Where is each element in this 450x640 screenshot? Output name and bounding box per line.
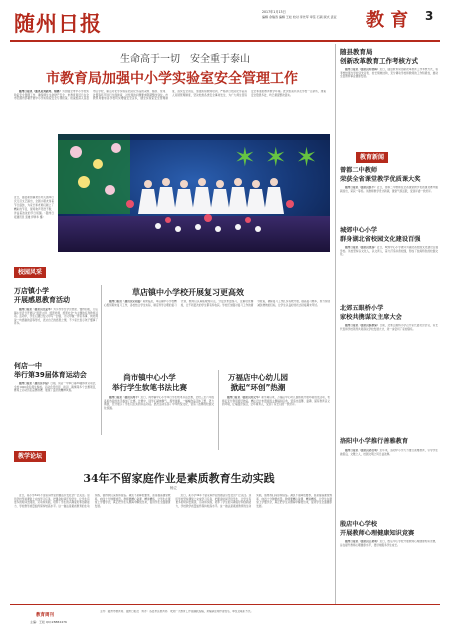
r5-title: 洛阳中小学推行善雅教育 <box>340 438 409 445</box>
essay-body <box>14 494 332 599</box>
r3-title: 城郊中心小学 群身湖北省校园文化建设百强 <box>340 227 421 243</box>
r4-text: 日前，北郊五眼桥小学召开家长委员会会议，家长代表和学校领导共同商议学校发展大计，进一步密切了家校联系。 <box>340 324 438 331</box>
a4-text: 近日，尚市镇中心小学举行学生软笔书法比赛，全校三至六年级各班选派的选手参加了比赛。比赛中，同学们凝神静气，挥毫泼墨，一幅幅作品字体工整、笔力遒劲，充分展示了学生们扎实的书法功底。此次活动弘扬了中华传统文化，营造了浓厚的校园文化氛围。 <box>104 396 214 410</box>
a2-body <box>14 382 98 440</box>
a1-title: 万店镇小学 开展感恩教育活动 <box>14 287 70 304</box>
a3-text: 期末临近，草店镇中小学校精心组织期末复习工作，各校结合学生实际，制定科学合理的复习计划，教师们认真梳理知识点，分层次布置练习，注重培优辅差，让不同层次的学生都有所收获。学校还加强对复习工作的督导检查，确保复习工作扎实有效开展，提高复习效率，努力实现减负增效的目标，让学生以良好的状态迎接期末考试。 <box>104 300 330 307</box>
r6-title: 殷店中心学校 开展教师心理健康知识竞赛 <box>340 521 415 537</box>
r5-text: 近年来，洛阳中小学大力推行善雅教育，引导学生做善良、文雅之人，校园文明之风日益浓厚。 <box>340 449 438 456</box>
r1-body <box>340 68 438 126</box>
a5-text: 新学期以来，万福店中心幼儿园积极开展环境创设活动，老师们充分利用废旧物品，精心设计布置班级主题墙和区角，营造出温馨、童趣、富有教育意义的环境，让墙面会说话，让环境育人，受到了家长们的一致好评。 <box>222 396 330 407</box>
a4-body <box>104 396 214 448</box>
lead-byline: 随州日报讯（通讯员刘新玲、胡晓） <box>19 90 63 93</box>
a2-text: 日前，何店一中举行第39届体育运动会，全校1000余名师生参加。运动会设田径、拔河、跳绳等多个比赛项目，赛场上运动员们奋勇拼搏，展现了良好的精神风貌。 <box>14 382 98 393</box>
r1-title: 随县教育局 创新改革教育工作考核方式 <box>340 48 418 65</box>
a5-title: 万福店中心幼儿园 掀起“环创”热潮 <box>228 373 288 392</box>
r2-byline: 随州日报讯（通讯员蔡平） <box>345 186 377 189</box>
newspaper-logo: 随州日报 <box>14 11 102 36</box>
lead-body <box>14 90 326 130</box>
footer-notice <box>100 610 438 636</box>
column-divider-2 <box>218 370 219 450</box>
r3-text: 近日，城郊中心小学被评为湖北省校园文化建设百强学校。该校坚持以文化人，以文育人，着力打造书香校园，形成了独具特色的校园文化。 <box>340 246 438 257</box>
r3-body <box>340 246 438 300</box>
editor-credits: 编辑 余瑞涛 编辑 王松 校对 李先军 审签 石颖 版式 袁亚 <box>262 15 337 19</box>
main-right-divider <box>335 44 336 604</box>
page-number: 3 <box>425 9 434 23</box>
footer-text: 主办：随州市教育局、随州日报社 协办：各县市区教育局 欢迎广大教育工作者踊跃投稿，来稿请注明作者姓名、单位及联系方式。 <box>100 610 254 613</box>
a5-byline: 随州日报讯（通讯员刘文华） <box>227 396 262 399</box>
footer-rule <box>10 604 440 605</box>
lead-text: 为加强全市中小学校实验室安全管理工作，确保师生生命财产安全，市教育局近日在全市范围内部署开展中小学实验室安全专项检查。检查组深入各县市区学校，重点对化学实验室危险化学品的采购、储存、使用、处置等环节进行全面排查，对发现的问题要求限期整改到位。市教育局要求各学校切实增强安全意识，健全实验室安全管理制度，落实安全责任，加强实验教师培训，严格执行危险化学品双人双锁管理制度，坚决杜绝各类安全事故发生，为广大师生营造安全和谐的教育教学环境。此次检查共涉及学校一百余所，排查安全隐患多处，均已督促整改落实。 <box>14 90 326 101</box>
footer-contact: 主编：王松 QQ:28882476 <box>30 620 67 624</box>
masthead <box>0 0 450 42</box>
r2-text: 近日，曾都二中教师在全省课堂教学优质课竞赛中脱颖而出，荣获一等奖。该教师教学设计新颖，课堂气氛活跃，受到评委一致好评。 <box>340 186 438 193</box>
a3-body <box>104 300 330 354</box>
footer-brand: 教育周刊 <box>36 613 54 618</box>
news-section-tag: 教育新闻 <box>356 152 388 163</box>
a3-title: 草店镇中小学校开展复习更高效 <box>132 288 244 297</box>
a3-byline: 随州日报讯（通讯员宋祖霞） <box>109 300 143 303</box>
masthead-rule <box>10 40 440 42</box>
a1-text: 为引导学生学会感恩、懂得回报，万店镇小学近日开展以“感恩父母、感恩老师、感恩社会”为主题的系列教育活动。活动中，学生们通过给父母写一封信、为父母做一件家务事、向老师说一句感谢的话等形式，表达自己的感恩之情，不少家长表示孩子懂事了许多。 <box>14 308 98 326</box>
r1-byline: 随州日报讯（通讯员何智梅） <box>345 68 380 71</box>
r2-body <box>340 186 438 226</box>
a1-body <box>14 308 98 358</box>
lead-kicker: 生命高于一切 安全重于泰山 <box>120 54 250 65</box>
r2-title: 曾都二中教师 荣获全省课堂教学优质课大奖 <box>340 167 421 183</box>
r4-title: 北郊五眼桥小学 家校共携谋议主席大会 <box>340 305 402 321</box>
forum-section-tag: 教学论坛 <box>14 451 46 462</box>
essay-title: 34年不留家庭作业是素质教育生动实践 <box>83 472 275 485</box>
column-divider-1 <box>101 285 102 435</box>
r3-byline: 随州日报讯（通讯员张扬） <box>345 246 377 249</box>
a2-byline: 随州日报讯（通讯员李斌） <box>19 382 51 385</box>
r4-body <box>340 324 438 378</box>
essay-text-2: 近日，某小学34年不留家庭作业的做法引发社会广泛关注。这所学校坚持课堂上完成学习任务，把课余时间还给学生，让学生有更多的时间去阅读、运动和实践，培养了学生的兴趣爱好和创新能力，学校教学质量始终保持较高水平。这一做法是素质教育的生动实践，值得我们深思和借鉴。减负不是降低要求，而是提高课堂效率，向四十分钟要质量。教师要精心备课，精讲精练，让学生在课堂上学懂学会，真正把学生从题海中解放出来，促进学生全面健康发展。 <box>175 494 332 508</box>
a1-byline: 随州日报讯（通讯员吴复琴） <box>19 308 54 311</box>
svg-text:✶ ✶ ✶: ✶ ✶ ✶ <box>234 143 318 173</box>
essay-text: 近日，某小学34年不留家庭作业的做法引发社会广泛关注。这所学校坚持课堂上完成学习任务，把课余时间还给学生，让学生有更多的时间去阅读、运动和实践，培养了学生的兴趣爱好和创新能力，学校教学质量始终保持较高水平。这一做法是素质教育的生动实践，值得我们深思和借鉴。减负不是降低要求，而是提高课堂效率，向四十分钟要质量。教师要精心备课，精讲精练，让学生在课堂上学懂学会，真正把学生从题海中解放出来，促进学生全面健康发展。 <box>14 494 171 508</box>
r5-body <box>340 449 438 495</box>
a2-title: 何店一中 举行第39届体育运动会 <box>14 362 87 379</box>
photo-caption-text: 近日，随县新街镇欢乐幼儿园举行庆元旦文艺演出，全园小朋友身着节日盛装，为家长和老师们献上了精彩的节目，现场欢声笑语不断，洋溢着浓浓的节日氛围。（随州日报通讯员 张雄 伊再华 摄） <box>14 196 54 219</box>
r1-text: 近日，随县教育局创新改革教育工作考核方式，将考核结果与学校评先评优、校长绩效挂钩，充分调动学校和教师的工作积极性，推动全县教育事业健康发展。 <box>340 68 438 79</box>
r6-byline: 随州日报讯（通讯员吕楚明） <box>345 540 380 543</box>
lead-headline: 市教育局加强中小学实验室安全管理工作 <box>46 71 298 87</box>
issue-date: 2017年1月13日 <box>262 10 286 14</box>
stage-performance-illustration <box>58 134 330 252</box>
r4-byline: 随州日报讯（通讯员熊秋菊） <box>345 324 380 327</box>
r5-byline: 随州日报讯（通讯员孙志明） <box>345 449 380 452</box>
r6-body <box>340 540 438 600</box>
a4-byline: 随州日报讯（通讯员周平） <box>109 396 141 399</box>
a5-body <box>222 396 330 448</box>
stage-photo <box>58 134 330 252</box>
r6-text: 近日，殷店中心学校开展教师心理健康知识竞赛，旨在提升教师心理健康水平，更好地服务学生成长。 <box>340 540 438 547</box>
section-title: 教 育 <box>366 10 409 31</box>
campus-section-tag: 校园风采 <box>14 267 46 278</box>
essay-author: 杨立 <box>170 486 177 490</box>
a4-title: 尚市镇中心小学 举行学生软笔书法比赛 <box>112 373 187 392</box>
